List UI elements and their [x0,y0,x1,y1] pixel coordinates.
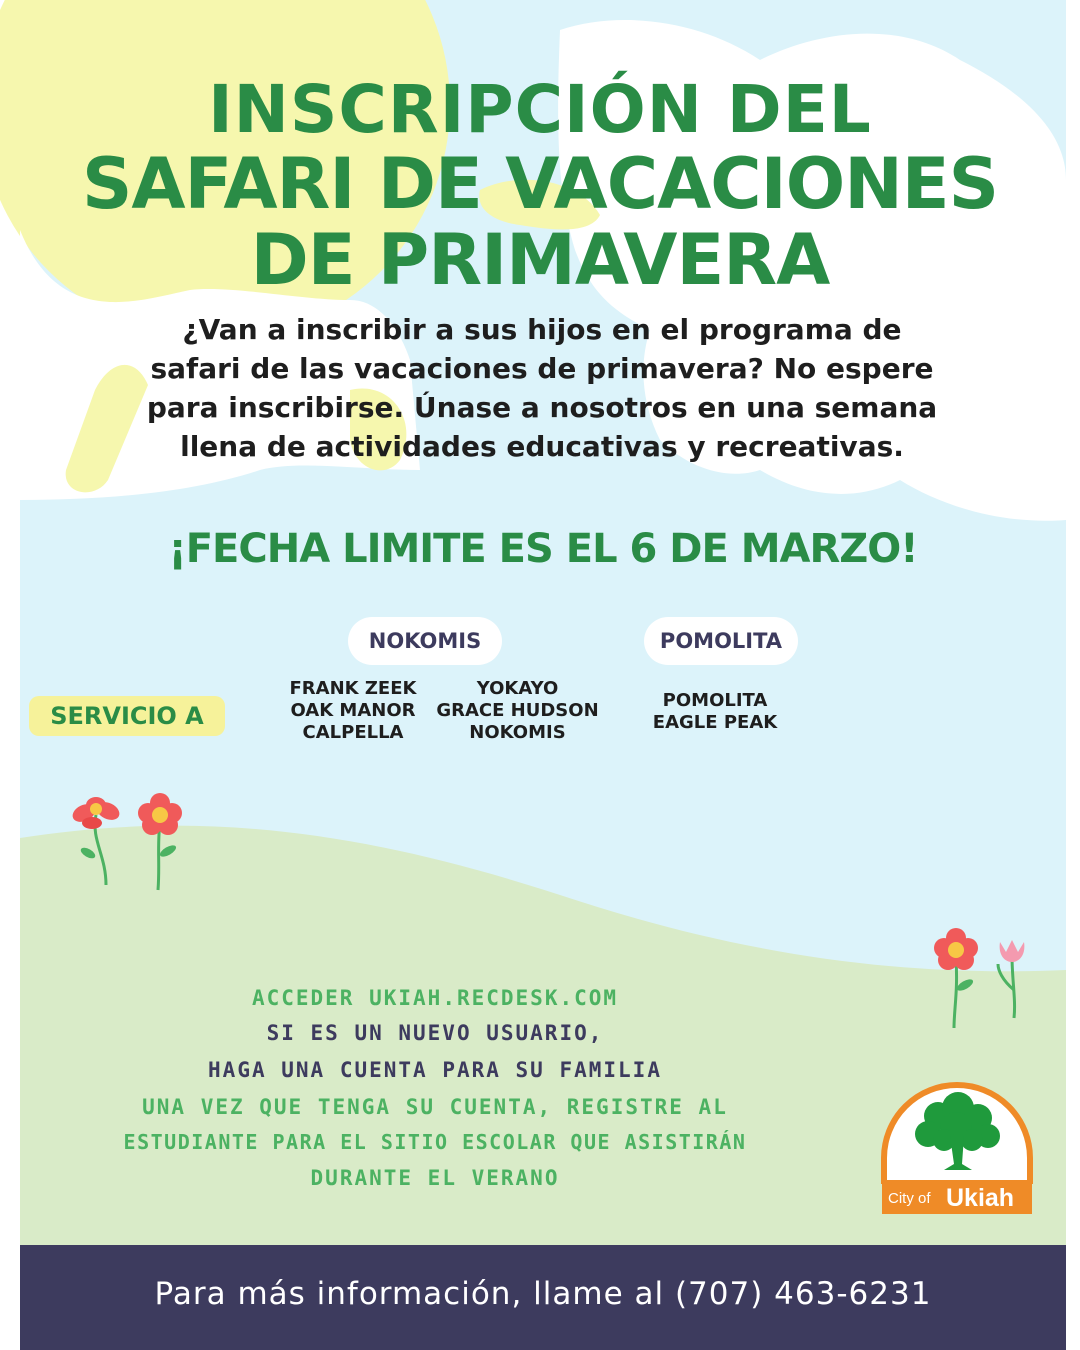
intro-line: para inscribirse. Únase a nosotros en una semana [146,391,938,424]
title-line-2: SAFARI DE VACACIONES [81,143,999,225]
footer-contact-text: Para más información, llame al (707) 463-6231 [154,1276,932,1312]
step-line: ACCEDER UKIAH.RECDESK.COM [251,986,619,1010]
intro-line: ¿Van a inscribir a sus hijos en el programa de [182,313,902,346]
site-pill-nokomis: NOKOMIS [348,617,502,665]
school-list-column [282,678,424,744]
school-list-column [640,690,790,734]
deadline-heading: ¡FECHA LIMITE ES EL 6 DE MARZO! [168,526,918,572]
city-of-ukiah-logo [876,1076,1038,1216]
school-name: POMOLITA [662,690,768,711]
step-line: ESTUDIANTE PARA EL SITIO ESCOLAR QUE ASISTIRÁN [123,1130,747,1154]
step-line: UNA VEZ QUE TENGA SU CUENTA, REGISTRE AL [142,1095,728,1119]
school-name: NOKOMIS [469,722,566,743]
logo-name: Ukiah [946,1184,1015,1212]
school-name: CALPELLA [302,722,404,743]
step-line: SI ES UN NUEVO USUARIO, [266,1021,604,1045]
intro-line: llena de actividades educativas y recreativas. [180,430,904,463]
logo-prefix: City of [888,1190,931,1207]
title-line-1: INSCRIPCIÓN DEL [208,71,872,148]
service-label: SERVICIO A [29,696,225,736]
school-name: OAK MANOR [290,700,416,721]
school-list-column [430,678,605,744]
site-pill-pomolita: POMOLITA [644,617,798,665]
title-line-3: DE PRIMAVERA [250,219,830,301]
school-name: FRANK ZEEK [289,678,417,699]
step-line: HAGA UNA CUENTA PARA SU FAMILIA [208,1058,662,1082]
step-line: DURANTE EL VERANO [310,1166,560,1190]
school-name: GRACE HUDSON [436,700,599,721]
intro-line: safari de las vacaciones de primavera? No espere [150,352,934,385]
school-name: YOKAYO [476,678,559,699]
intro-paragraph [60,310,1024,466]
school-name: EAGLE PEAK [652,712,778,733]
